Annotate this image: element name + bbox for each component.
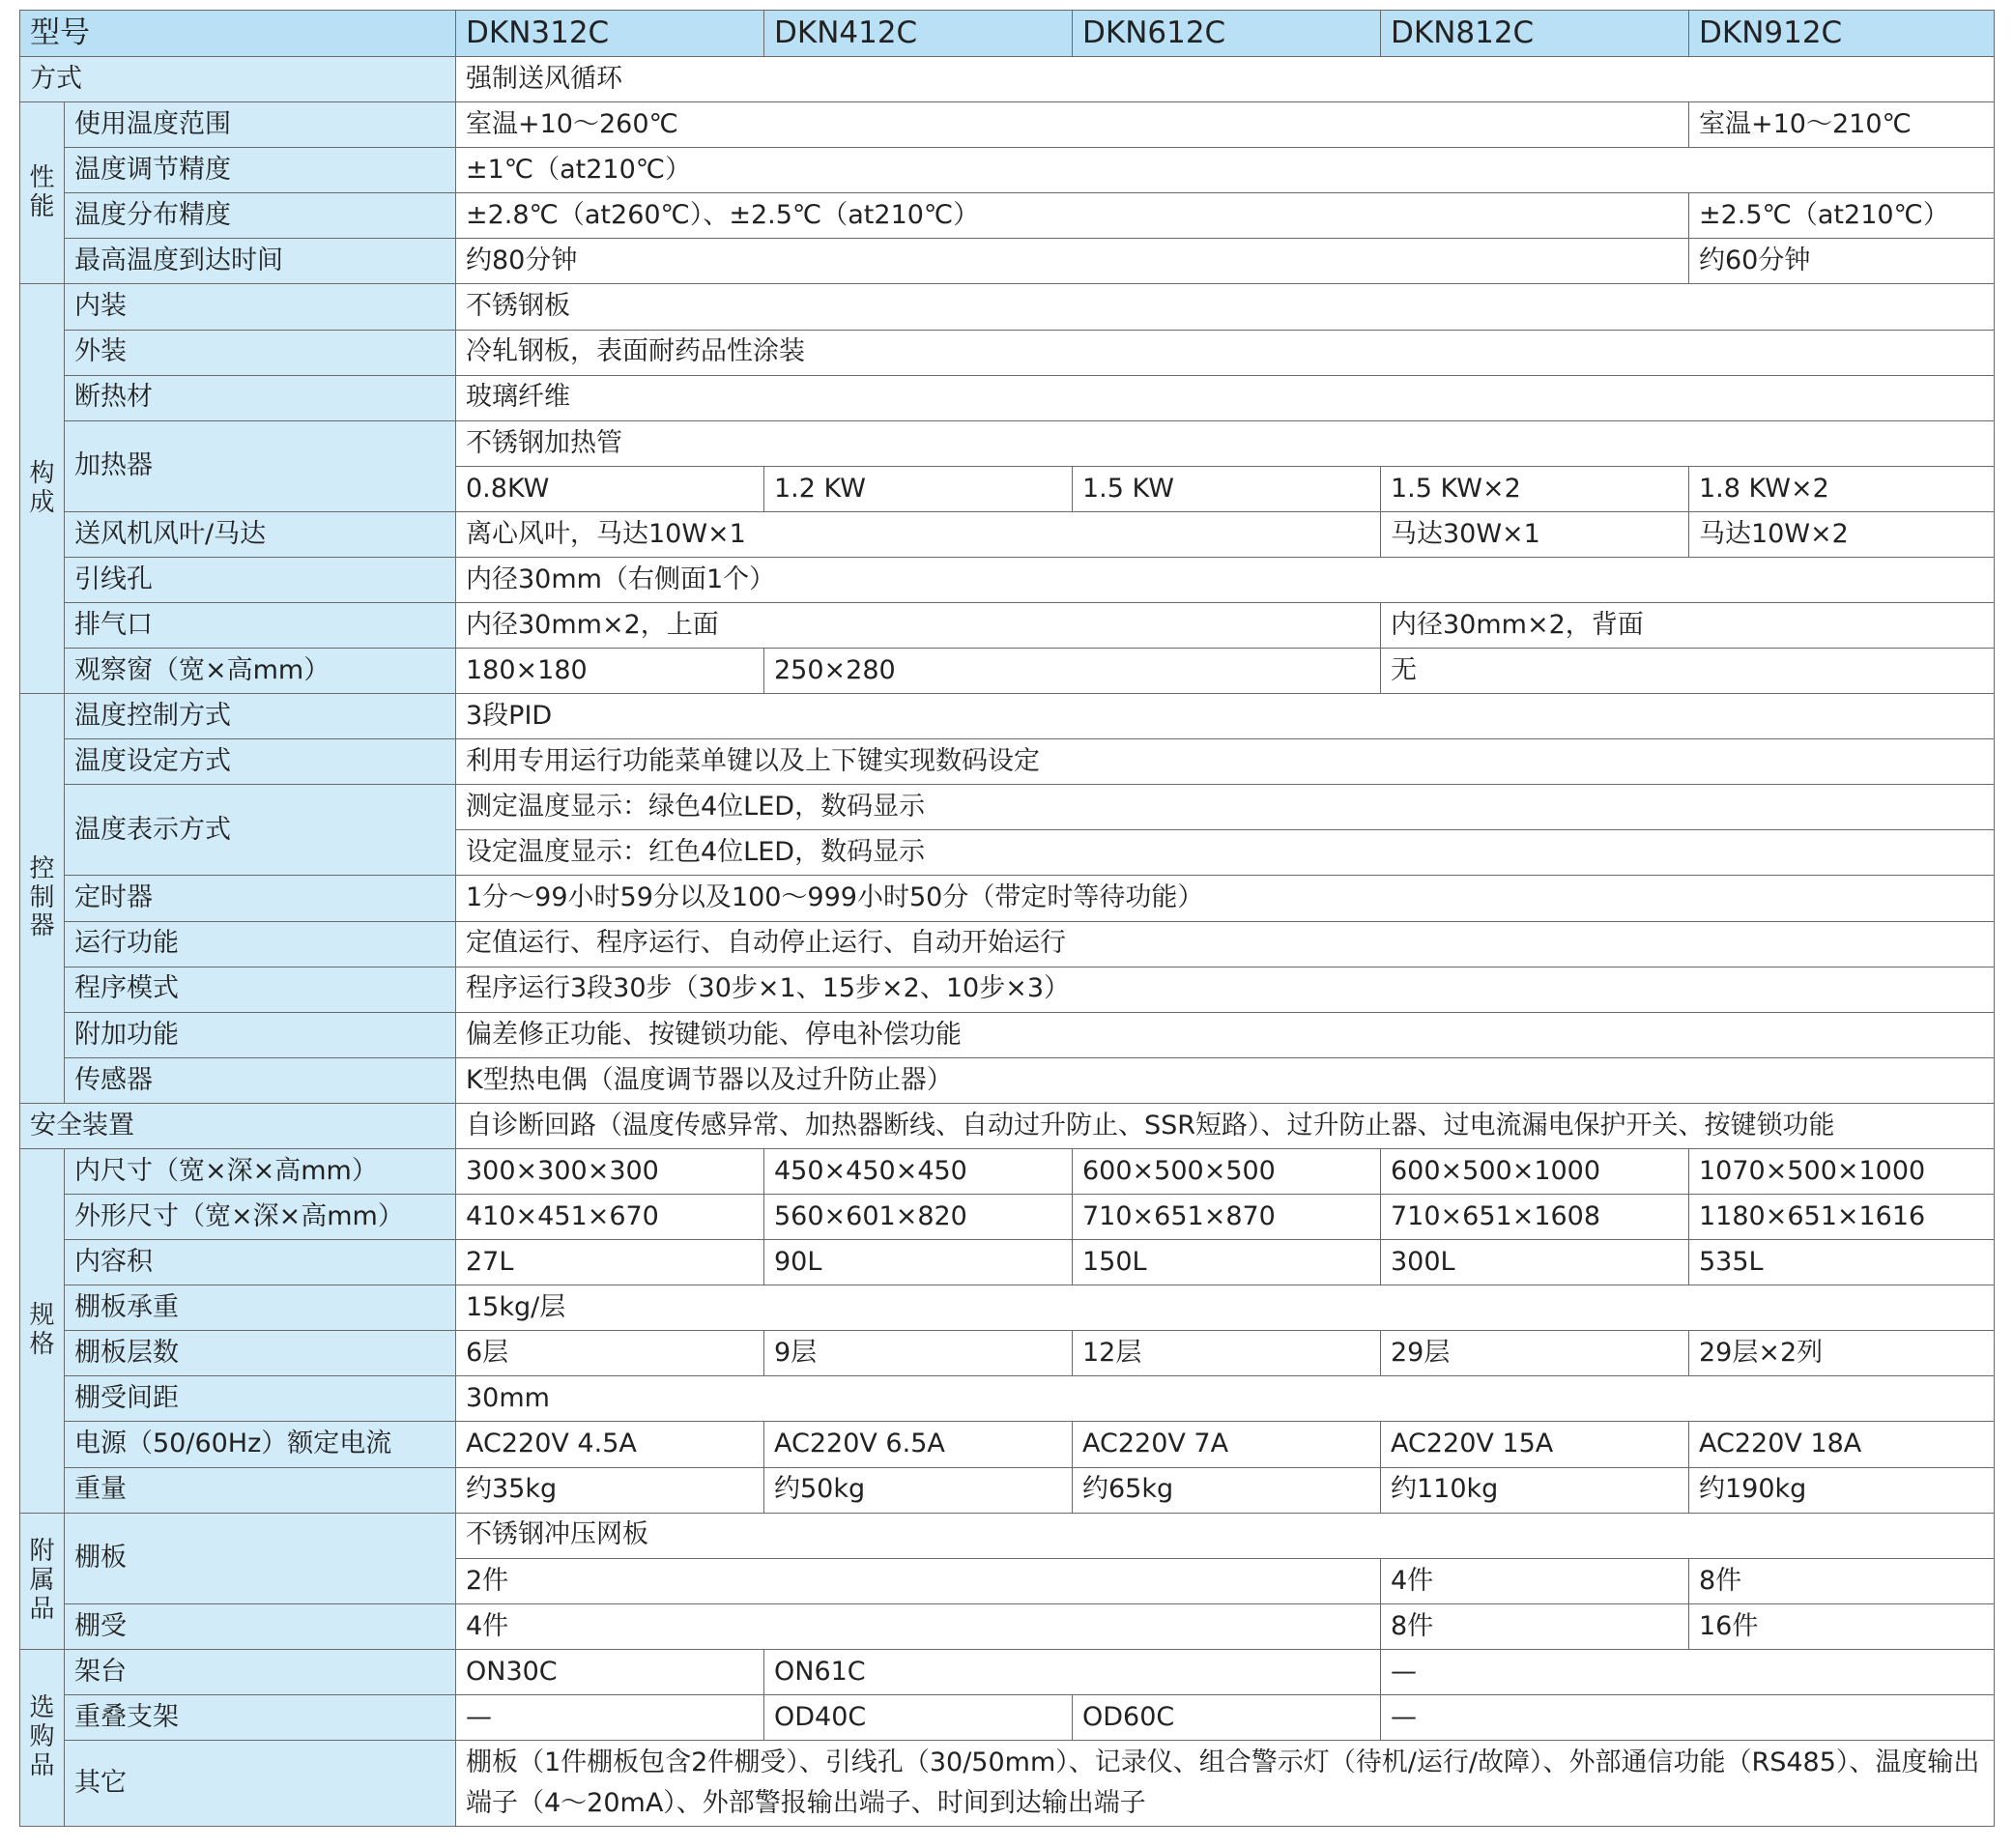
- sensor-label: 传感器: [65, 1057, 456, 1103]
- power-312: AC220V 4.5A: [456, 1422, 764, 1467]
- row-max-temp-time: [20, 239, 1995, 284]
- temp-range-value: 室温+10～260℃: [456, 102, 1689, 148]
- outer-size-812: 710×651×1608: [1381, 1195, 1689, 1240]
- outer-size-412: 560×601×820: [764, 1195, 1073, 1240]
- heater-type-value: 不锈钢加热管: [456, 420, 1995, 466]
- row-shelf-layers: [20, 1331, 1995, 1376]
- interior-label: 内装: [65, 284, 456, 330]
- outer-size-label: 外形尺寸（宽×深×高mm）: [65, 1195, 456, 1240]
- heater-power-912: 1.8 KW×2: [1689, 466, 1995, 511]
- row-temp-range: [20, 102, 1995, 148]
- category-accessories: 附属品: [20, 1513, 65, 1649]
- timer-label: 定时器: [65, 876, 456, 921]
- shelf-qty-312: 2件: [456, 1558, 1381, 1603]
- stack-frame-412: OD40C: [764, 1694, 1073, 1740]
- volume-label: 内容积: [65, 1240, 456, 1285]
- shelf-support-312: 4件: [456, 1603, 1381, 1649]
- row-control-method: [20, 694, 1995, 739]
- row-shelf-support: [20, 1603, 1995, 1649]
- shelf-support-912: 16件: [1689, 1603, 1995, 1649]
- window-value-412: 250×280: [764, 649, 1381, 694]
- row-outer-size: [20, 1195, 1995, 1240]
- row-shelf-load: [20, 1285, 1995, 1331]
- volume-612: 150L: [1073, 1240, 1381, 1285]
- insulation-label: 断热材: [65, 375, 456, 420]
- row-setting-method: [20, 739, 1995, 785]
- shelf-load-label: 棚板承重: [65, 1285, 456, 1331]
- row-power: [20, 1422, 1995, 1467]
- temp-precision-label: 温度调节精度: [65, 148, 456, 193]
- temp-distribution-value-912: ±2.5℃（at210℃）: [1689, 193, 1995, 239]
- category-construction: 构成: [20, 284, 65, 694]
- row-program: [20, 967, 1995, 1012]
- display-method-measured: 测定温度显示：绿色4位LED，数码显示: [456, 785, 1995, 830]
- power-812: AC220V 15A: [1381, 1422, 1689, 1467]
- stack-frame-812: —: [1381, 1694, 1995, 1740]
- exterior-value: 冷轧钢板，表面耐药品性涂装: [456, 330, 1995, 375]
- row-weight: [20, 1467, 1995, 1513]
- shelf-layers-812: 29层: [1381, 1331, 1689, 1376]
- volume-412: 90L: [764, 1240, 1073, 1285]
- volume-912: 535L: [1689, 1240, 1995, 1285]
- row-insulation: [20, 375, 1995, 420]
- shelf-type-value: 不锈钢冲压网板: [456, 1513, 1995, 1558]
- safety-value: 自诊断回路（温度传感异常、加热器断线、自动过升防止、SSR短路）、过升防止器、过电流漏电保护开关、按键锁功能: [456, 1103, 1995, 1148]
- display-method-label: 温度表示方式: [65, 785, 456, 876]
- category-controller: 控制器: [20, 694, 65, 1104]
- fan-value-812: 马达30W×1: [1381, 511, 1689, 557]
- exhaust-value: 内径30mm×2，上面: [456, 603, 1381, 649]
- weight-312: 约35kg: [456, 1467, 764, 1513]
- temp-range-label: 使用温度范围: [65, 102, 456, 148]
- row-cable-port: [20, 557, 1995, 602]
- stack-frame-312: —: [456, 1694, 764, 1740]
- extra-label: 附加功能: [65, 1012, 456, 1057]
- row-volume: [20, 1240, 1995, 1285]
- row-exhaust: [20, 603, 1995, 649]
- row-operation: [20, 921, 1995, 967]
- category-options: 选购品: [20, 1649, 65, 1826]
- safety-label: 安全装置: [20, 1103, 456, 1148]
- shelf-spacing-label: 棚受间距: [65, 1376, 456, 1422]
- power-612: AC220V 7A: [1073, 1422, 1381, 1467]
- row-method: [20, 57, 1995, 102]
- stand-label: 架台: [65, 1649, 456, 1694]
- max-temp-time-value: 约80分钟: [456, 239, 1689, 284]
- stack-frame-612: OD60C: [1073, 1694, 1381, 1740]
- shelf-layers-912: 29层×2列: [1689, 1331, 1995, 1376]
- shelf-qty-812: 4件: [1381, 1558, 1689, 1603]
- model-dkn812c: DKN812C: [1381, 11, 1689, 57]
- inner-size-312: 300×300×300: [456, 1148, 764, 1194]
- header-model-label: 型号: [20, 11, 456, 57]
- category-specs: 规格: [20, 1148, 65, 1513]
- stand-412: ON61C: [764, 1649, 1381, 1694]
- setting-method-label: 温度设定方式: [65, 739, 456, 785]
- row-temp-precision: [20, 148, 1995, 193]
- extra-value: 偏差修正功能、按键锁功能、停电补偿功能: [456, 1012, 1995, 1057]
- volume-312: 27L: [456, 1240, 764, 1285]
- heater-label: 加热器: [65, 420, 456, 511]
- timer-value: 1分～99小时59分以及100～999小时50分（带定时等待功能）: [456, 876, 1995, 921]
- max-temp-time-label: 最高温度到达时间: [65, 239, 456, 284]
- category-performance: 性能: [20, 102, 65, 284]
- setting-method-value: 利用专用运行功能菜单键以及上下键实现数码设定: [456, 739, 1995, 785]
- temp-precision-value: ±1℃（at210℃）: [456, 148, 1995, 193]
- model-dkn912c: DKN912C: [1689, 11, 1995, 57]
- shelf-layers-312: 6层: [456, 1331, 764, 1376]
- shelf-spacing-value: 30mm: [456, 1376, 1995, 1422]
- display-method-setting: 设定温度显示：红色4位LED，数码显示: [456, 830, 1995, 876]
- stand-812: —: [1381, 1649, 1995, 1694]
- temp-distribution-label: 温度分布精度: [65, 193, 456, 239]
- outer-size-312: 410×451×670: [456, 1195, 764, 1240]
- exhaust-label: 排气口: [65, 603, 456, 649]
- shelf-qty-912: 8件: [1689, 1558, 1995, 1603]
- power-912: AC220V 18A: [1689, 1422, 1995, 1467]
- exhaust-value-812: 内径30mm×2，背面: [1381, 603, 1995, 649]
- outer-size-612: 710×651×870: [1073, 1195, 1381, 1240]
- fan-value: 离心风叶，马达10W×1: [456, 511, 1381, 557]
- shelf-layers-412: 9层: [764, 1331, 1073, 1376]
- operation-value: 定值运行、程序运行、自动停止运行、自动开始运行: [456, 921, 1995, 967]
- shelf-layers-612: 12层: [1073, 1331, 1381, 1376]
- row-others: [20, 1740, 1995, 1826]
- row-shelf-spacing: [20, 1376, 1995, 1422]
- stand-312: ON30C: [456, 1649, 764, 1694]
- weight-612: 约65kg: [1073, 1467, 1381, 1513]
- program-label: 程序模式: [65, 967, 456, 1012]
- inner-size-412: 450×450×450: [764, 1148, 1073, 1194]
- weight-812: 约110kg: [1381, 1467, 1689, 1513]
- insulation-value: 玻璃纤维: [456, 375, 1995, 420]
- exterior-label: 外装: [65, 330, 456, 375]
- fan-label: 送风机风叶/马达: [65, 511, 456, 557]
- volume-812: 300L: [1381, 1240, 1689, 1285]
- model-dkn412c: DKN412C: [764, 11, 1073, 57]
- cable-port-label: 引线孔: [65, 557, 456, 602]
- heater-power-612: 1.5 KW: [1073, 466, 1381, 511]
- shelf-support-812: 8件: [1381, 1603, 1689, 1649]
- control-method-value: 3段PID: [456, 694, 1995, 739]
- row-window: [20, 649, 1995, 694]
- weight-label: 重量: [65, 1467, 456, 1513]
- inner-size-label: 内尺寸（宽×深×高mm）: [65, 1148, 456, 1194]
- fan-value-912: 马达10W×2: [1689, 511, 1995, 557]
- spec-table: [19, 10, 1995, 1827]
- row-exterior: [20, 330, 1995, 375]
- window-value-312: 180×180: [456, 649, 764, 694]
- row-temp-distribution: [20, 193, 1995, 239]
- row-inner-size: [20, 1148, 1995, 1194]
- row-interior: [20, 284, 1995, 330]
- shelf-support-label: 棚受: [65, 1603, 456, 1649]
- stack-frame-label: 重叠支架: [65, 1694, 456, 1740]
- others-label: 其它: [65, 1740, 456, 1826]
- max-temp-time-value-912: 约60分钟: [1689, 239, 1995, 284]
- row-extra: [20, 1012, 1995, 1057]
- window-label: 观察窗（宽×高mm）: [65, 649, 456, 694]
- model-dkn312c: DKN312C: [456, 11, 764, 57]
- shelf-load-value: 15kg/层: [456, 1285, 1995, 1331]
- weight-412: 约50kg: [764, 1467, 1073, 1513]
- row-display-method-1: [20, 785, 1995, 830]
- others-value: 棚板（1件棚板包含2件棚受）、引线孔（30/50mm）、记录仪、组合警示灯（待机/运行/故障）、外部通信功能（RS485）、温度输出端子（4～20mA）、外部警报输出端子、时间到达输出端子: [456, 1740, 1995, 1826]
- heater-power-812: 1.5 KW×2: [1381, 466, 1689, 511]
- temp-range-value-912: 室温+10～210℃: [1689, 102, 1995, 148]
- model-dkn612c: DKN612C: [1073, 11, 1381, 57]
- inner-size-612: 600×500×500: [1073, 1148, 1381, 1194]
- temp-distribution-value: ±2.8℃（at260℃）、±2.5℃（at210℃）: [456, 193, 1689, 239]
- power-label: 电源（50/60Hz）额定电流: [65, 1422, 456, 1467]
- header-row: [20, 11, 1995, 57]
- row-sensor: [20, 1057, 1995, 1103]
- row-shelf-type: [20, 1513, 1995, 1558]
- power-412: AC220V 6.5A: [764, 1422, 1073, 1467]
- row-fan: [20, 511, 1995, 557]
- control-method-label: 温度控制方式: [65, 694, 456, 739]
- row-heater-type: [20, 420, 1995, 466]
- method-value: 强制送风循环: [456, 57, 1995, 102]
- row-safety: [20, 1103, 1995, 1148]
- window-value-812: 无: [1381, 649, 1995, 694]
- operation-label: 运行功能: [65, 921, 456, 967]
- interior-value: 不锈钢板: [456, 284, 1995, 330]
- inner-size-912: 1070×500×1000: [1689, 1148, 1995, 1194]
- program-value: 程序运行3段30步（30步×1、15步×2、10步×3）: [456, 967, 1995, 1012]
- heater-power-412: 1.2 KW: [764, 466, 1073, 511]
- sensor-value: K型热电偶（温度调节器以及过升防止器）: [456, 1057, 1995, 1103]
- cable-port-value: 内径30mm（右侧面1个）: [456, 557, 1995, 602]
- weight-912: 约190kg: [1689, 1467, 1995, 1513]
- row-timer: [20, 876, 1995, 921]
- shelf-layers-label: 棚板层数: [65, 1331, 456, 1376]
- shelf-label: 棚板: [65, 1513, 456, 1603]
- outer-size-912: 1180×651×1616: [1689, 1195, 1995, 1240]
- heater-power-312: 0.8KW: [456, 466, 764, 511]
- inner-size-812: 600×500×1000: [1381, 1148, 1689, 1194]
- row-stack-frame: [20, 1694, 1995, 1740]
- method-label: 方式: [20, 57, 456, 102]
- row-stand: [20, 1649, 1995, 1694]
